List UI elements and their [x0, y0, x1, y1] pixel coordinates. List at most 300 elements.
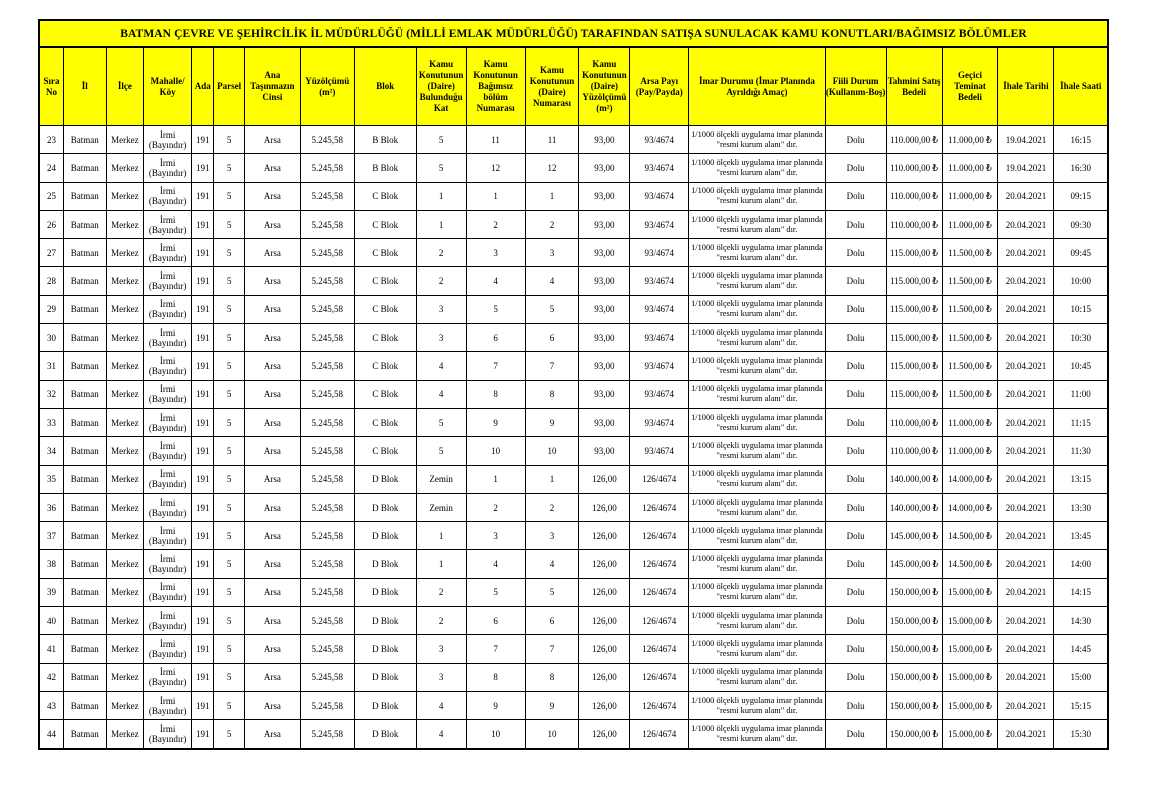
cell-ihale-tarihi: 20.04.2021	[998, 522, 1054, 550]
cell-tahmini-satis-bedeli: 150.000,00 ₺	[886, 578, 942, 606]
cell-bagimsiz-bolum-no: 3	[466, 239, 525, 267]
cell-parsel: 5	[214, 720, 245, 749]
cell-daire-yuzolcumu: 93,00	[579, 408, 630, 436]
table-row	[39, 578, 1108, 606]
cell-fiili-durum: Dolu	[825, 578, 886, 606]
cell-mahalle-koy: İrmi (Bayındır)	[144, 635, 192, 663]
cell-sira-no: 42	[39, 663, 63, 691]
cell-il: Batman	[63, 691, 106, 719]
cell-yuzolcumu: 5.245,58	[300, 522, 354, 550]
cell-mahalle-koy: İrmi (Bayındır)	[144, 493, 192, 521]
cell-fiili-durum: Dolu	[825, 239, 886, 267]
cell-mahalle-koy: İrmi (Bayındır)	[144, 126, 192, 154]
cell-daire-no: 10	[525, 437, 579, 465]
cell-ada: 191	[192, 720, 214, 749]
cell-ihale-saati: 09:45	[1054, 239, 1108, 267]
cell-bagimsiz-bolum-no: 11	[466, 126, 525, 154]
cell-bagimsiz-bolum-no: 5	[466, 578, 525, 606]
cell-ihale-saati: 15:15	[1054, 691, 1108, 719]
cell-ihale-saati: 16:30	[1054, 154, 1108, 182]
cell-il: Batman	[63, 437, 106, 465]
cell-daire-no: 1	[525, 182, 579, 210]
cell-parsel: 5	[214, 663, 245, 691]
cell-arsa-payi: 93/4674	[630, 239, 689, 267]
cell-gecici-teminat-bedeli: 14.000,00 ₺	[942, 465, 998, 493]
cell-arsa-payi: 126/4674	[630, 465, 689, 493]
header-sira-no: Sıra No	[39, 47, 63, 126]
cell-fiili-durum: Dolu	[825, 607, 886, 635]
cell-bulundugu-kat: 5	[416, 408, 466, 436]
cell-ihale-saati: 13:15	[1054, 465, 1108, 493]
cell-ada: 191	[192, 578, 214, 606]
cell-daire-yuzolcumu: 126,00	[579, 607, 630, 635]
cell-mahalle-koy: İrmi (Bayındır)	[144, 663, 192, 691]
cell-bagimsiz-bolum-no: 10	[466, 437, 525, 465]
cell-arsa-payi: 126/4674	[630, 663, 689, 691]
cell-sira-no: 25	[39, 182, 63, 210]
cell-fiili-durum: Dolu	[825, 691, 886, 719]
cell-tahmini-satis-bedeli: 110.000,00 ₺	[886, 182, 942, 210]
cell-daire-no: 6	[525, 324, 579, 352]
cell-gecici-teminat-bedeli: 15.000,00 ₺	[942, 663, 998, 691]
cell-mahalle-koy: İrmi (Bayındır)	[144, 437, 192, 465]
cell-ilce: Merkez	[106, 182, 144, 210]
cell-ilce: Merkez	[106, 663, 144, 691]
cell-blok: D Blok	[354, 635, 416, 663]
cell-ilce: Merkez	[106, 550, 144, 578]
cell-ada: 191	[192, 352, 214, 380]
header-tahmini-satis-bedeli: Tahmini Satış Bedeli	[886, 47, 942, 126]
header-ilce: İlçe	[106, 47, 144, 126]
cell-tahmini-satis-bedeli: 150.000,00 ₺	[886, 691, 942, 719]
table-body	[39, 126, 1108, 749]
cell-daire-yuzolcumu: 93,00	[579, 295, 630, 323]
cell-gecici-teminat-bedeli: 11.000,00 ₺	[942, 182, 998, 210]
cell-fiili-durum: Dolu	[825, 720, 886, 749]
cell-yuzolcumu: 5.245,58	[300, 182, 354, 210]
header-arsa-payi: Arsa Payı (Pay/Payda)	[630, 47, 689, 126]
cell-ada: 191	[192, 635, 214, 663]
cell-daire-yuzolcumu: 93,00	[579, 324, 630, 352]
cell-blok: C Blok	[354, 267, 416, 295]
cell-gecici-teminat-bedeli: 11.500,00 ₺	[942, 352, 998, 380]
cell-bagimsiz-bolum-no: 2	[466, 210, 525, 238]
table-row	[39, 126, 1108, 154]
cell-ihale-saati: 16:15	[1054, 126, 1108, 154]
table-row	[39, 295, 1108, 323]
cell-ihale-saati: 10:00	[1054, 267, 1108, 295]
cell-ana-tasinmaz-cinsi: Arsa	[244, 210, 300, 238]
cell-bagimsiz-bolum-no: 6	[466, 607, 525, 635]
cell-bulundugu-kat: 2	[416, 607, 466, 635]
cell-daire-no: 4	[525, 267, 579, 295]
table-row	[39, 324, 1108, 352]
cell-gecici-teminat-bedeli: 11.000,00 ₺	[942, 154, 998, 182]
cell-daire-no: 7	[525, 352, 579, 380]
cell-imar-durumu: 1/1000 ölçekli uygulama imar planında "resmi kurum alanı" dır.	[689, 380, 825, 408]
cell-bagimsiz-bolum-no: 12	[466, 154, 525, 182]
header-fiili-durum: Fiili Durum (Kullanım-Boş)	[825, 47, 886, 126]
cell-ihale-saati: 10:45	[1054, 352, 1108, 380]
cell-daire-no: 5	[525, 578, 579, 606]
cell-mahalle-koy: İrmi (Bayındır)	[144, 324, 192, 352]
cell-ana-tasinmaz-cinsi: Arsa	[244, 126, 300, 154]
cell-bulundugu-kat: 4	[416, 380, 466, 408]
cell-bagimsiz-bolum-no: 1	[466, 182, 525, 210]
cell-il: Batman	[63, 352, 106, 380]
cell-gecici-teminat-bedeli: 11.500,00 ₺	[942, 295, 998, 323]
cell-mahalle-koy: İrmi (Bayındır)	[144, 691, 192, 719]
cell-imar-durumu: 1/1000 ölçekli uygulama imar planında "resmi kurum alanı" dır.	[689, 635, 825, 663]
cell-ihale-tarihi: 20.04.2021	[998, 380, 1054, 408]
cell-ada: 191	[192, 437, 214, 465]
cell-parsel: 5	[214, 493, 245, 521]
cell-ada: 191	[192, 408, 214, 436]
cell-ihale-tarihi: 20.04.2021	[998, 663, 1054, 691]
cell-ihale-saati: 13:30	[1054, 493, 1108, 521]
cell-daire-yuzolcumu: 93,00	[579, 352, 630, 380]
cell-sira-no: 40	[39, 607, 63, 635]
cell-ihale-tarihi: 20.04.2021	[998, 210, 1054, 238]
cell-bulundugu-kat: 1	[416, 210, 466, 238]
cell-ilce: Merkez	[106, 635, 144, 663]
cell-bagimsiz-bolum-no: 10	[466, 720, 525, 749]
header-bulundugu-kat: Kamu Konutunun (Daire) Bulunduğu Kat	[416, 47, 466, 126]
cell-blok: D Blok	[354, 720, 416, 749]
cell-fiili-durum: Dolu	[825, 550, 886, 578]
table-row	[39, 663, 1108, 691]
cell-daire-yuzolcumu: 126,00	[579, 635, 630, 663]
cell-bagimsiz-bolum-no: 9	[466, 408, 525, 436]
cell-blok: B Blok	[354, 126, 416, 154]
cell-ihale-saati: 15:00	[1054, 663, 1108, 691]
cell-blok: D Blok	[354, 550, 416, 578]
cell-parsel: 5	[214, 352, 245, 380]
cell-imar-durumu: 1/1000 ölçekli uygulama imar planında "resmi kurum alanı" dır.	[689, 550, 825, 578]
cell-parsel: 5	[214, 437, 245, 465]
table-row	[39, 550, 1108, 578]
cell-ihale-saati: 14:30	[1054, 607, 1108, 635]
table-row	[39, 352, 1108, 380]
table-title: BATMAN ÇEVRE VE ŞEHİRCİLİK İL MÜDÜRLÜĞÜ (MİLLİ EMLAK MÜDÜRLÜĞÜ) TARAFINDAN SATIŞA SUNULACAK KAMU KONUTLARI/BAĞIMSIZ BÖLÜMLER	[39, 20, 1108, 47]
cell-il: Batman	[63, 154, 106, 182]
header-ana-tasinmaz-cinsi: Ana Taşınmazın Cinsi	[244, 47, 300, 126]
cell-blok: D Blok	[354, 493, 416, 521]
cell-mahalle-koy: İrmi (Bayındır)	[144, 550, 192, 578]
cell-daire-yuzolcumu: 93,00	[579, 380, 630, 408]
header-daire-yuzolcumu: Kamu Konutunun (Daire) Yüzölçümü (m²)	[579, 47, 630, 126]
header-yuzolcumu: Yüzölçümü (m²)	[300, 47, 354, 126]
header-mahalle-koy: Mahalle/ Köy	[144, 47, 192, 126]
cell-imar-durumu: 1/1000 ölçekli uygulama imar planında "resmi kurum alanı" dır.	[689, 691, 825, 719]
cell-ada: 191	[192, 324, 214, 352]
cell-ihale-tarihi: 20.04.2021	[998, 239, 1054, 267]
cell-parsel: 5	[214, 408, 245, 436]
cell-bulundugu-kat: 2	[416, 267, 466, 295]
cell-sira-no: 29	[39, 295, 63, 323]
cell-ana-tasinmaz-cinsi: Arsa	[244, 295, 300, 323]
cell-yuzolcumu: 5.245,58	[300, 408, 354, 436]
property-sale-table	[38, 19, 1109, 750]
cell-ana-tasinmaz-cinsi: Arsa	[244, 182, 300, 210]
table-row	[39, 720, 1108, 749]
cell-blok: D Blok	[354, 691, 416, 719]
cell-ana-tasinmaz-cinsi: Arsa	[244, 493, 300, 521]
cell-ihale-saati: 14:45	[1054, 635, 1108, 663]
cell-bagimsiz-bolum-no: 7	[466, 635, 525, 663]
cell-arsa-payi: 126/4674	[630, 691, 689, 719]
cell-ilce: Merkez	[106, 522, 144, 550]
cell-bulundugu-kat: Zemin	[416, 465, 466, 493]
cell-gecici-teminat-bedeli: 11.000,00 ₺	[942, 408, 998, 436]
cell-sira-no: 37	[39, 522, 63, 550]
cell-daire-no: 2	[525, 493, 579, 521]
cell-arsa-payi: 126/4674	[630, 578, 689, 606]
cell-fiili-durum: Dolu	[825, 126, 886, 154]
cell-imar-durumu: 1/1000 ölçekli uygulama imar planında "resmi kurum alanı" dır.	[689, 663, 825, 691]
cell-daire-yuzolcumu: 126,00	[579, 691, 630, 719]
cell-il: Batman	[63, 720, 106, 749]
cell-tahmini-satis-bedeli: 150.000,00 ₺	[886, 720, 942, 749]
cell-bulundugu-kat: 1	[416, 522, 466, 550]
cell-il: Batman	[63, 550, 106, 578]
cell-gecici-teminat-bedeli: 11.000,00 ₺	[942, 126, 998, 154]
cell-daire-no: 5	[525, 295, 579, 323]
cell-parsel: 5	[214, 550, 245, 578]
cell-tahmini-satis-bedeli: 145.000,00 ₺	[886, 550, 942, 578]
cell-fiili-durum: Dolu	[825, 154, 886, 182]
cell-imar-durumu: 1/1000 ölçekli uygulama imar planında "resmi kurum alanı" dır.	[689, 522, 825, 550]
cell-parsel: 5	[214, 522, 245, 550]
cell-gecici-teminat-bedeli: 11.500,00 ₺	[942, 324, 998, 352]
cell-mahalle-koy: İrmi (Bayındır)	[144, 607, 192, 635]
cell-bulundugu-kat: 4	[416, 352, 466, 380]
cell-arsa-payi: 93/4674	[630, 437, 689, 465]
cell-blok: C Blok	[354, 408, 416, 436]
cell-ilce: Merkez	[106, 408, 144, 436]
cell-daire-yuzolcumu: 126,00	[579, 465, 630, 493]
cell-yuzolcumu: 5.245,58	[300, 352, 354, 380]
cell-daire-no: 6	[525, 607, 579, 635]
cell-imar-durumu: 1/1000 ölçekli uygulama imar planında "resmi kurum alanı" dır.	[689, 182, 825, 210]
cell-blok: C Blok	[354, 324, 416, 352]
cell-tahmini-satis-bedeli: 150.000,00 ₺	[886, 635, 942, 663]
cell-il: Batman	[63, 578, 106, 606]
cell-ana-tasinmaz-cinsi: Arsa	[244, 578, 300, 606]
cell-bulundugu-kat: 1	[416, 182, 466, 210]
cell-bagimsiz-bolum-no: 4	[466, 550, 525, 578]
cell-ilce: Merkez	[106, 126, 144, 154]
cell-yuzolcumu: 5.245,58	[300, 324, 354, 352]
cell-il: Batman	[63, 126, 106, 154]
cell-parsel: 5	[214, 126, 245, 154]
cell-daire-yuzolcumu: 93,00	[579, 154, 630, 182]
cell-bagimsiz-bolum-no: 3	[466, 522, 525, 550]
cell-il: Batman	[63, 635, 106, 663]
cell-tahmini-satis-bedeli: 115.000,00 ₺	[886, 324, 942, 352]
cell-ada: 191	[192, 663, 214, 691]
cell-tahmini-satis-bedeli: 110.000,00 ₺	[886, 154, 942, 182]
cell-mahalle-koy: İrmi (Bayındır)	[144, 578, 192, 606]
cell-parsel: 5	[214, 465, 245, 493]
cell-ada: 191	[192, 154, 214, 182]
cell-ihale-tarihi: 20.04.2021	[998, 493, 1054, 521]
cell-imar-durumu: 1/1000 ölçekli uygulama imar planında "resmi kurum alanı" dır.	[689, 465, 825, 493]
header-parsel: Parsel	[214, 47, 245, 126]
cell-ada: 191	[192, 182, 214, 210]
cell-blok: C Blok	[354, 437, 416, 465]
table-row	[39, 493, 1108, 521]
cell-fiili-durum: Dolu	[825, 408, 886, 436]
cell-gecici-teminat-bedeli: 15.000,00 ₺	[942, 578, 998, 606]
cell-arsa-payi: 126/4674	[630, 635, 689, 663]
cell-ihale-tarihi: 20.04.2021	[998, 720, 1054, 749]
cell-daire-no: 7	[525, 635, 579, 663]
cell-arsa-payi: 93/4674	[630, 126, 689, 154]
cell-ana-tasinmaz-cinsi: Arsa	[244, 550, 300, 578]
cell-il: Batman	[63, 493, 106, 521]
cell-ilce: Merkez	[106, 380, 144, 408]
cell-ihale-saati: 11:30	[1054, 437, 1108, 465]
cell-bulundugu-kat: 1	[416, 550, 466, 578]
cell-bulundugu-kat: 2	[416, 239, 466, 267]
cell-ilce: Merkez	[106, 465, 144, 493]
cell-ada: 191	[192, 607, 214, 635]
cell-parsel: 5	[214, 607, 245, 635]
cell-arsa-payi: 126/4674	[630, 720, 689, 749]
cell-bulundugu-kat: 5	[416, 154, 466, 182]
cell-ilce: Merkez	[106, 210, 144, 238]
cell-arsa-payi: 93/4674	[630, 267, 689, 295]
cell-bulundugu-kat: 4	[416, 691, 466, 719]
cell-tahmini-satis-bedeli: 110.000,00 ₺	[886, 210, 942, 238]
cell-tahmini-satis-bedeli: 115.000,00 ₺	[886, 267, 942, 295]
cell-ada: 191	[192, 267, 214, 295]
table-row	[39, 437, 1108, 465]
cell-ihale-tarihi: 20.04.2021	[998, 267, 1054, 295]
cell-daire-yuzolcumu: 93,00	[579, 239, 630, 267]
cell-yuzolcumu: 5.245,58	[300, 550, 354, 578]
cell-mahalle-koy: İrmi (Bayındır)	[144, 522, 192, 550]
cell-daire-yuzolcumu: 126,00	[579, 578, 630, 606]
cell-ihale-saati: 10:15	[1054, 295, 1108, 323]
cell-tahmini-satis-bedeli: 110.000,00 ₺	[886, 408, 942, 436]
header-ihale-saati: İhale Saati	[1054, 47, 1108, 126]
cell-ana-tasinmaz-cinsi: Arsa	[244, 324, 300, 352]
cell-daire-yuzolcumu: 126,00	[579, 663, 630, 691]
cell-ihale-tarihi: 19.04.2021	[998, 126, 1054, 154]
cell-imar-durumu: 1/1000 ölçekli uygulama imar planında "resmi kurum alanı" dır.	[689, 408, 825, 436]
cell-tahmini-satis-bedeli: 140.000,00 ₺	[886, 493, 942, 521]
cell-ihale-saati: 14:00	[1054, 550, 1108, 578]
cell-bulundugu-kat: 3	[416, 295, 466, 323]
cell-ihale-tarihi: 20.04.2021	[998, 295, 1054, 323]
table-row	[39, 635, 1108, 663]
cell-blok: D Blok	[354, 663, 416, 691]
cell-ihale-tarihi: 20.04.2021	[998, 607, 1054, 635]
cell-mahalle-koy: İrmi (Bayındır)	[144, 239, 192, 267]
cell-mahalle-koy: İrmi (Bayındır)	[144, 295, 192, 323]
cell-sira-no: 24	[39, 154, 63, 182]
cell-ihale-tarihi: 20.04.2021	[998, 465, 1054, 493]
cell-ada: 191	[192, 210, 214, 238]
cell-tahmini-satis-bedeli: 145.000,00 ₺	[886, 522, 942, 550]
cell-bulundugu-kat: 5	[416, 437, 466, 465]
cell-ihale-tarihi: 20.04.2021	[998, 691, 1054, 719]
cell-imar-durumu: 1/1000 ölçekli uygulama imar planında "resmi kurum alanı" dır.	[689, 295, 825, 323]
header-blok: Blok	[354, 47, 416, 126]
cell-ada: 191	[192, 550, 214, 578]
cell-imar-durumu: 1/1000 ölçekli uygulama imar planında "resmi kurum alanı" dır.	[689, 352, 825, 380]
cell-bulundugu-kat: 3	[416, 324, 466, 352]
cell-yuzolcumu: 5.245,58	[300, 154, 354, 182]
cell-ana-tasinmaz-cinsi: Arsa	[244, 380, 300, 408]
cell-daire-no: 1	[525, 465, 579, 493]
cell-parsel: 5	[214, 691, 245, 719]
cell-daire-no: 11	[525, 126, 579, 154]
cell-ilce: Merkez	[106, 691, 144, 719]
cell-tahmini-satis-bedeli: 115.000,00 ₺	[886, 380, 942, 408]
cell-fiili-durum: Dolu	[825, 380, 886, 408]
cell-bagimsiz-bolum-no: 8	[466, 663, 525, 691]
header-gecici-teminat-bedeli: Geçici Teminat Bedeli	[942, 47, 998, 126]
cell-sira-no: 44	[39, 720, 63, 749]
cell-sira-no: 30	[39, 324, 63, 352]
cell-ana-tasinmaz-cinsi: Arsa	[244, 465, 300, 493]
cell-daire-yuzolcumu: 126,00	[579, 493, 630, 521]
cell-arsa-payi: 93/4674	[630, 182, 689, 210]
cell-ana-tasinmaz-cinsi: Arsa	[244, 720, 300, 749]
cell-daire-no: 12	[525, 154, 579, 182]
cell-sira-no: 27	[39, 239, 63, 267]
cell-bulundugu-kat: 5	[416, 126, 466, 154]
cell-bulundugu-kat: 3	[416, 635, 466, 663]
cell-ana-tasinmaz-cinsi: Arsa	[244, 267, 300, 295]
cell-fiili-durum: Dolu	[825, 267, 886, 295]
cell-gecici-teminat-bedeli: 15.000,00 ₺	[942, 635, 998, 663]
cell-il: Batman	[63, 408, 106, 436]
cell-yuzolcumu: 5.245,58	[300, 380, 354, 408]
cell-mahalle-koy: İrmi (Bayındır)	[144, 408, 192, 436]
cell-ada: 191	[192, 239, 214, 267]
cell-bagimsiz-bolum-no: 4	[466, 267, 525, 295]
cell-ana-tasinmaz-cinsi: Arsa	[244, 607, 300, 635]
cell-blok: D Blok	[354, 465, 416, 493]
cell-mahalle-koy: İrmi (Bayındır)	[144, 267, 192, 295]
cell-mahalle-koy: İrmi (Bayındır)	[144, 720, 192, 749]
cell-yuzolcumu: 5.245,58	[300, 607, 354, 635]
cell-imar-durumu: 1/1000 ölçekli uygulama imar planında "resmi kurum alanı" dır.	[689, 607, 825, 635]
cell-daire-no: 10	[525, 720, 579, 749]
cell-gecici-teminat-bedeli: 11.500,00 ₺	[942, 239, 998, 267]
cell-mahalle-koy: İrmi (Bayındır)	[144, 210, 192, 238]
cell-ilce: Merkez	[106, 607, 144, 635]
cell-imar-durumu: 1/1000 ölçekli uygulama imar planında "resmi kurum alanı" dır.	[689, 720, 825, 749]
cell-fiili-durum: Dolu	[825, 182, 886, 210]
cell-il: Batman	[63, 267, 106, 295]
cell-fiili-durum: Dolu	[825, 352, 886, 380]
cell-ihale-saati: 11:00	[1054, 380, 1108, 408]
cell-yuzolcumu: 5.245,58	[300, 295, 354, 323]
cell-daire-no: 4	[525, 550, 579, 578]
cell-bulundugu-kat: 3	[416, 663, 466, 691]
table-row	[39, 154, 1108, 182]
cell-parsel: 5	[214, 324, 245, 352]
cell-parsel: 5	[214, 578, 245, 606]
cell-mahalle-koy: İrmi (Bayındır)	[144, 380, 192, 408]
cell-gecici-teminat-bedeli: 11.500,00 ₺	[942, 380, 998, 408]
cell-ada: 191	[192, 493, 214, 521]
